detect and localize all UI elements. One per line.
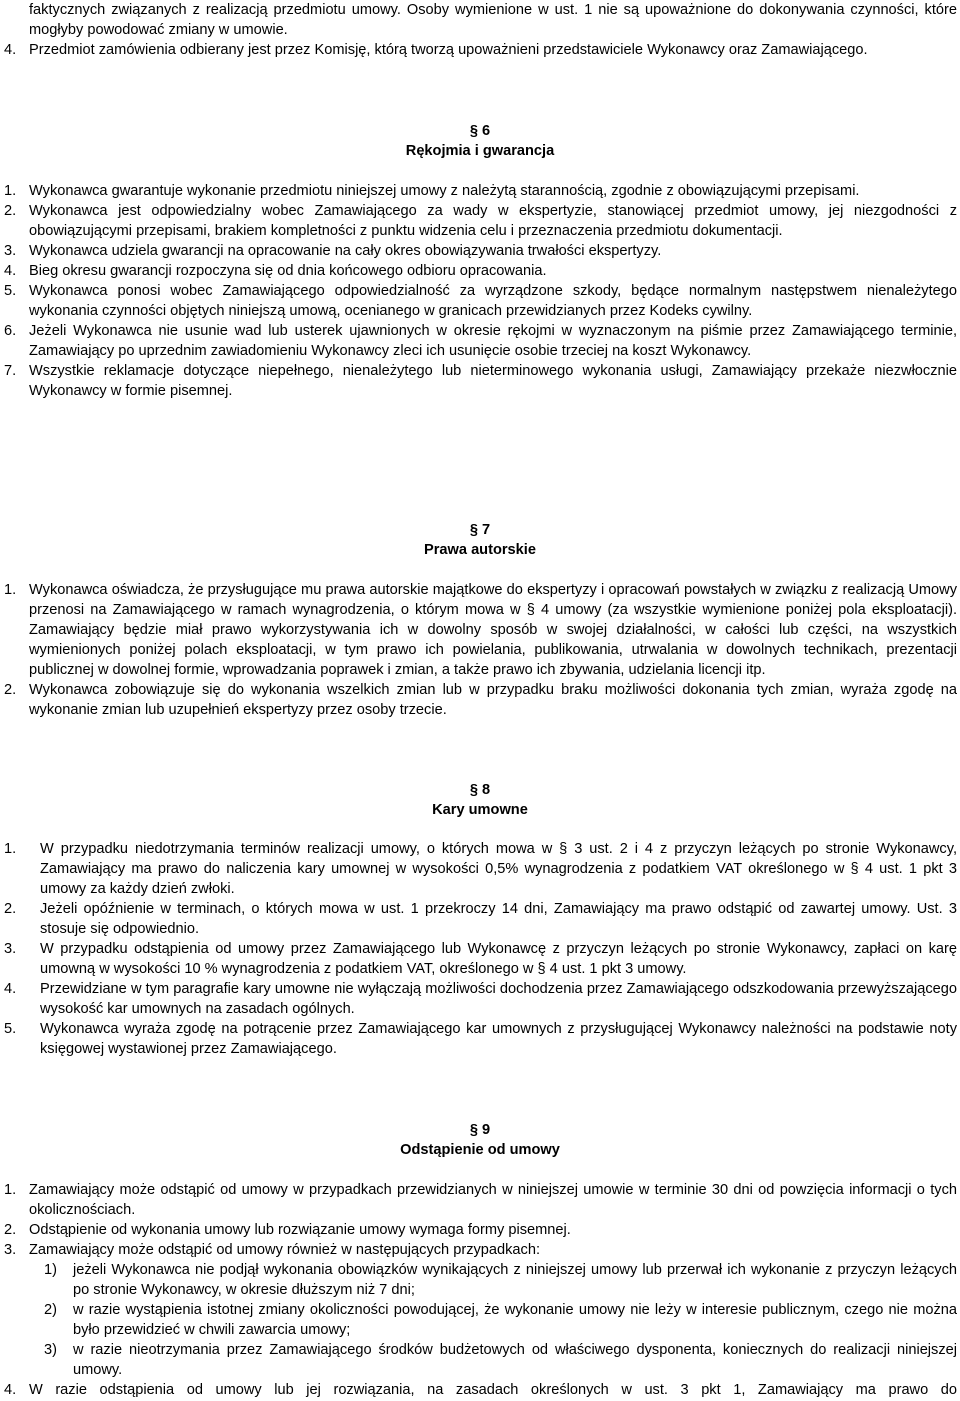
list-number: 4. <box>4 981 17 997</box>
list-item <box>4 939 957 979</box>
list-item <box>4 979 957 1019</box>
section-7-list <box>4 580 957 720</box>
list-item <box>4 839 957 899</box>
list-text: Przedmiot zamówienia odbierany jest przez Komisję, którą tworzą upoważnieni przedstawiciele Wykonawcy oraz Zamawiającego. <box>29 42 868 58</box>
list-number: 3. <box>4 941 17 957</box>
list-item <box>4 361 957 401</box>
list-text: Wykonawca jest odpowiedzialny wobec Zamawiającego za wady w ekspertyzie, stanowiącej przedmiot umowy, jej niezgodności z obowiązującymi przepisami, brakiem kompletności z punktu widzenia celu i przeznaczenia przedmiotu dokumentacji. <box>29 203 957 239</box>
list-item <box>4 181 957 201</box>
list-number: 5. <box>4 283 17 299</box>
list-text: Wykonawca udziela gwarancji na opracowanie na cały okres obowiązywania trwałości ekspertyzy. <box>29 243 662 259</box>
section-heading <box>0 520 960 560</box>
list-item <box>4 241 957 261</box>
list-number: 2. <box>4 203 17 219</box>
list-number: 4. <box>4 263 17 279</box>
section-number: 8 <box>482 782 491 798</box>
sublist-number: 2) <box>44 1302 57 1318</box>
section-title: Prawa autorskie <box>424 542 536 558</box>
list-text: Wykonawca wyraża zgodę na potrącenie przez Zamawiającego kar umownych z przysługującej Wykonawcy należności na podstawie noty księgowej wystawionej przez Zamawiającego. <box>40 1021 957 1057</box>
list-item <box>4 899 957 939</box>
list-item <box>4 1220 957 1240</box>
list-number: 4. <box>4 42 17 58</box>
list-text: Wszystkie reklamacje dotyczące niepełnego, nienależytego lub nieterminowego wykonania usługi, Zamawiający przekaże niezwłocznie Wykonawcy w formie pisemnej. <box>29 363 957 399</box>
section-heading <box>0 1120 960 1160</box>
list-text: Przewidziane w tym paragrafie kary umowne nie wyłączają możliwości dochodzenia przez Zamawiającego odszkodowania przewyższającego wysokość kar umownych na zasadach ogólnych. <box>40 981 957 1017</box>
sublist-text: w razie nieotrzymania przez Zamawiającego środków budżetowych od właściwego dysponenta, koniecznych do realizacji niniejszej umowy. <box>73 1342 957 1378</box>
sublist-text: w razie wystąpienia istotnej zmiany okoliczności powodującej, że wykonanie umowy nie leży w interesie publicznym, czego nie można było przewidzieć w chwili zawarcia umowy; <box>73 1302 957 1338</box>
list-number: 1. <box>4 582 17 598</box>
list-item <box>4 1180 957 1220</box>
list-number: 7. <box>4 363 17 379</box>
list-number: 2. <box>4 901 17 917</box>
section-title: Odstąpienie od umowy <box>400 1142 560 1158</box>
list-number: 1. <box>4 1182 17 1198</box>
list-text: W przypadku odstąpienia od umowy przez Zamawiającego lub Wykonawcę z przyczyn leżących po stronie Wykonawcy, zapłaci on karę umowną w wysokości 10 % wynagrodzenia z podatkiem VAT, określonego w § 4 ust. 1 pkt 3 umowy. <box>40 941 957 977</box>
section-heading <box>0 121 960 161</box>
section-8-list <box>4 839 957 1059</box>
list-number: 6. <box>4 323 17 339</box>
section-number: 6 <box>482 123 491 139</box>
list-item <box>4 580 957 680</box>
paragraph-symbol: § <box>469 522 478 538</box>
list-item <box>4 1019 957 1059</box>
list-text: Odstąpienie od wykonania umowy lub rozwiązanie umowy wymaga formy pisemnej. <box>29 1222 571 1238</box>
section-title: Rękojmia i gwarancja <box>405 143 555 159</box>
list-text: Wykonawca gwarantuje wykonanie przedmiotu niniejszej umowy z należytą starannością, zgodnie z obowiązującymi przepisami. <box>29 183 860 199</box>
paragraph-symbol: § <box>469 782 478 798</box>
list-item <box>4 201 957 241</box>
list-text: Zamawiający może odstąpić od umowy również w następujących przypadkach: <box>29 1242 541 1258</box>
list-item <box>4 281 957 321</box>
sublist-item <box>44 1300 957 1340</box>
list-number: 2. <box>4 682 17 698</box>
list-item <box>4 321 957 361</box>
list-text: W razie odstąpienia od umowy lub jej rozwiązania, na zasadach określonych w ust. 3 pkt 1, Zamawiający ma prawo do <box>29 1382 957 1398</box>
list-number: 2. <box>4 1222 17 1238</box>
list-text: Zamawiający może odstąpić od umowy w przypadkach przewidzianych w niniejszej umowie w terminie 30 dni od powzięcia informacji o tych okolicznościach. <box>29 1182 957 1218</box>
section-number: 9 <box>482 1122 491 1138</box>
list-number: 1. <box>4 183 17 199</box>
section-6-list <box>4 181 957 401</box>
sublist-text: jeżeli Wykonawca nie podjął wykonania obowiązków wynikających z niniejszej umowy lub przerwał ich wykonanie z przyczyn leżących po stronie Wykonawcy, w okresie dłuższym niż 7 dni; <box>73 1262 957 1298</box>
list-text: Bieg okresu gwarancji rozpoczyna się od dnia końcowego odbioru opracowania. <box>29 263 547 279</box>
list-item <box>4 680 957 720</box>
list-item <box>4 1380 957 1400</box>
list-text: Wykonawca ponosi wobec Zamawiającego odpowiedzialność za wyrządzone szkody, będące normalnym następstwem nienależytego wykonania czynności objętych niniejszą umową, ocenianego w granicach przewidzianych przez Kodeks cywilny. <box>29 283 957 319</box>
list-text: Wykonawca oświadcza, że przysługujące mu prawa autorskie majątkowe do ekspertyzy i opracowań powstałych w związku z realizacją Umowy przenosi na Zamawiającego w ramach wynagrodzenia, o którym mowa w § 4 umowy (za wszystkie wymienione poniżej pola eksploatacji). Zamawiający będzie miał prawo wykorzystywania ich w dowolny sposób w swojej działalności, w całości lub części, na wszystkich wymienionych poniżej polach eksploatacji, w tym prawo ich powielania, publikowania, utrwalania w dowolnych technikach, prezentacji publicznej w dowolnej formie, wprowadzania poprawek i zmian, a także prawo ich zbywania, udzielania licencji itp. <box>29 582 957 678</box>
paragraph-text: faktycznych związanych z realizacją przedmiotu umowy. Osoby wymienione w ust. 1 nie są upoważnione do dokonywania czynności, które mogłyby powodować zmiany w umowie. <box>29 2 957 38</box>
list-item <box>4 261 957 281</box>
list-text: Wykonawca zobowiązuje się do wykonania wszelkich zmian lub w przypadku braku możliwości dokonania tych zmian, wyraża zgodę na wykonanie zmian lub uzupełnień ekspertyzy przez osoby trzecie. <box>29 682 957 718</box>
list-number: 4. <box>4 1382 17 1398</box>
list-text: W przypadku niedotrzymania terminów realizacji umowy, o których mowa w § 3 ust. 2 i 4 z przyczyn leżących po stronie Wykonawcy, Zamawiający ma prawo do naliczenia kary umownej w wysokości 0,5% wynagrodzenia z podatkiem VAT określonego w § 4 ust. 1 pkt 3 umowy za każdy dzień zwłoki. <box>40 841 957 897</box>
section-9-list <box>4 1180 957 1400</box>
paragraph-symbol: § <box>469 123 478 139</box>
sublist-item <box>44 1260 957 1300</box>
sublist-number: 1) <box>44 1262 57 1278</box>
sublist-number: 3) <box>44 1342 57 1358</box>
section-title: Kary umowne <box>432 802 528 818</box>
list-number: 3. <box>4 243 17 259</box>
paragraph-symbol: § <box>469 1122 478 1138</box>
paragraph-continuation <box>29 0 957 40</box>
list-number: 1. <box>4 841 17 857</box>
list-item <box>4 1240 957 1260</box>
list-text: Jeżeli Wykonawca nie usunie wad lub usterek ujawnionych w okresie rękojmi w wyznaczonym na piśmie przez Zamawiającego terminie, Zamawiający po uprzednim zawiadomieniu Wykonawcy zleci ich usunięcie osobie trzeciej na koszt Wykonawcy. <box>29 323 957 359</box>
section-number: 7 <box>482 522 491 538</box>
list-item <box>4 40 957 60</box>
sublist-item <box>44 1340 957 1380</box>
sublist <box>44 1260 957 1380</box>
list-text: Jeżeli opóźnienie w terminach, o których mowa w ust. 1 przekroczy 14 dni, Zamawiający ma prawo odstąpić od zawartej umowy. Ust. 3 stosuje się odpowiednio. <box>40 901 957 937</box>
list-number: 5. <box>4 1021 17 1037</box>
section-heading <box>0 780 960 820</box>
list-number: 3. <box>4 1242 17 1258</box>
